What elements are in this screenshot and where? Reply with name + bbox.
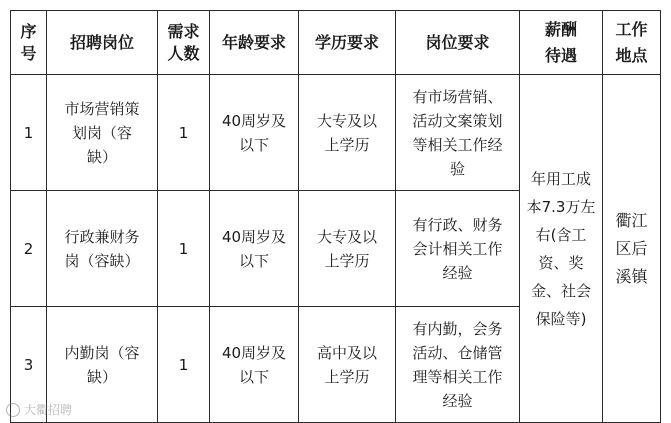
cell-seq: 1 (11, 75, 47, 191)
cell-education: 高中及以上学历 (299, 307, 396, 423)
header-requirement: 岗位要求 (396, 11, 520, 75)
cell-count: 1 (158, 307, 210, 423)
header-position: 招聘岗位 (47, 11, 158, 75)
cell-position: 内勤岗（容缺） (47, 307, 158, 423)
cell-position: 市场营销策划岗（容缺） (47, 75, 158, 191)
cell-requirement: 有市场营销、活动文案策划等相关工作经验 (396, 75, 520, 191)
header-count: 需求人数 (158, 11, 210, 75)
header-seq: 序号 (11, 11, 47, 75)
watermark-logo-icon (6, 403, 20, 417)
cell-salary: 年用工成本7.3万左右(含工资、奖金、社会保险等) (520, 75, 603, 423)
cell-location: 衢江区后溪镇 (603, 75, 661, 423)
header-salary: 薪酬待遇 (520, 11, 603, 75)
cell-requirement: 有行政、财务会计相关工作经验 (396, 191, 520, 307)
cell-count: 1 (158, 191, 210, 307)
recruitment-table (10, 10, 661, 423)
header-row (11, 11, 661, 75)
cell-education: 大专及以上学历 (299, 191, 396, 307)
cell-education: 大专及以上学历 (299, 75, 396, 191)
cell-age: 40周岁及以下 (210, 307, 299, 423)
cell-seq: 2 (11, 191, 47, 307)
cell-count: 1 (158, 75, 210, 191)
cell-age: 40周岁及以下 (210, 75, 299, 191)
watermark (6, 401, 72, 418)
cell-position: 行政兼财务岗（容缺） (47, 191, 158, 307)
header-location: 工作地点 (603, 11, 661, 75)
cell-age: 40周岁及以下 (210, 191, 299, 307)
table-row (11, 75, 661, 191)
header-age: 年龄要求 (210, 11, 299, 75)
header-education: 学历要求 (299, 11, 396, 75)
cell-requirement: 有内勤，会务活动、仓储管理等相关工作经验 (396, 307, 520, 423)
cell-seq: 3 (11, 307, 47, 423)
watermark-text: 大衢招聘 (24, 403, 73, 417)
